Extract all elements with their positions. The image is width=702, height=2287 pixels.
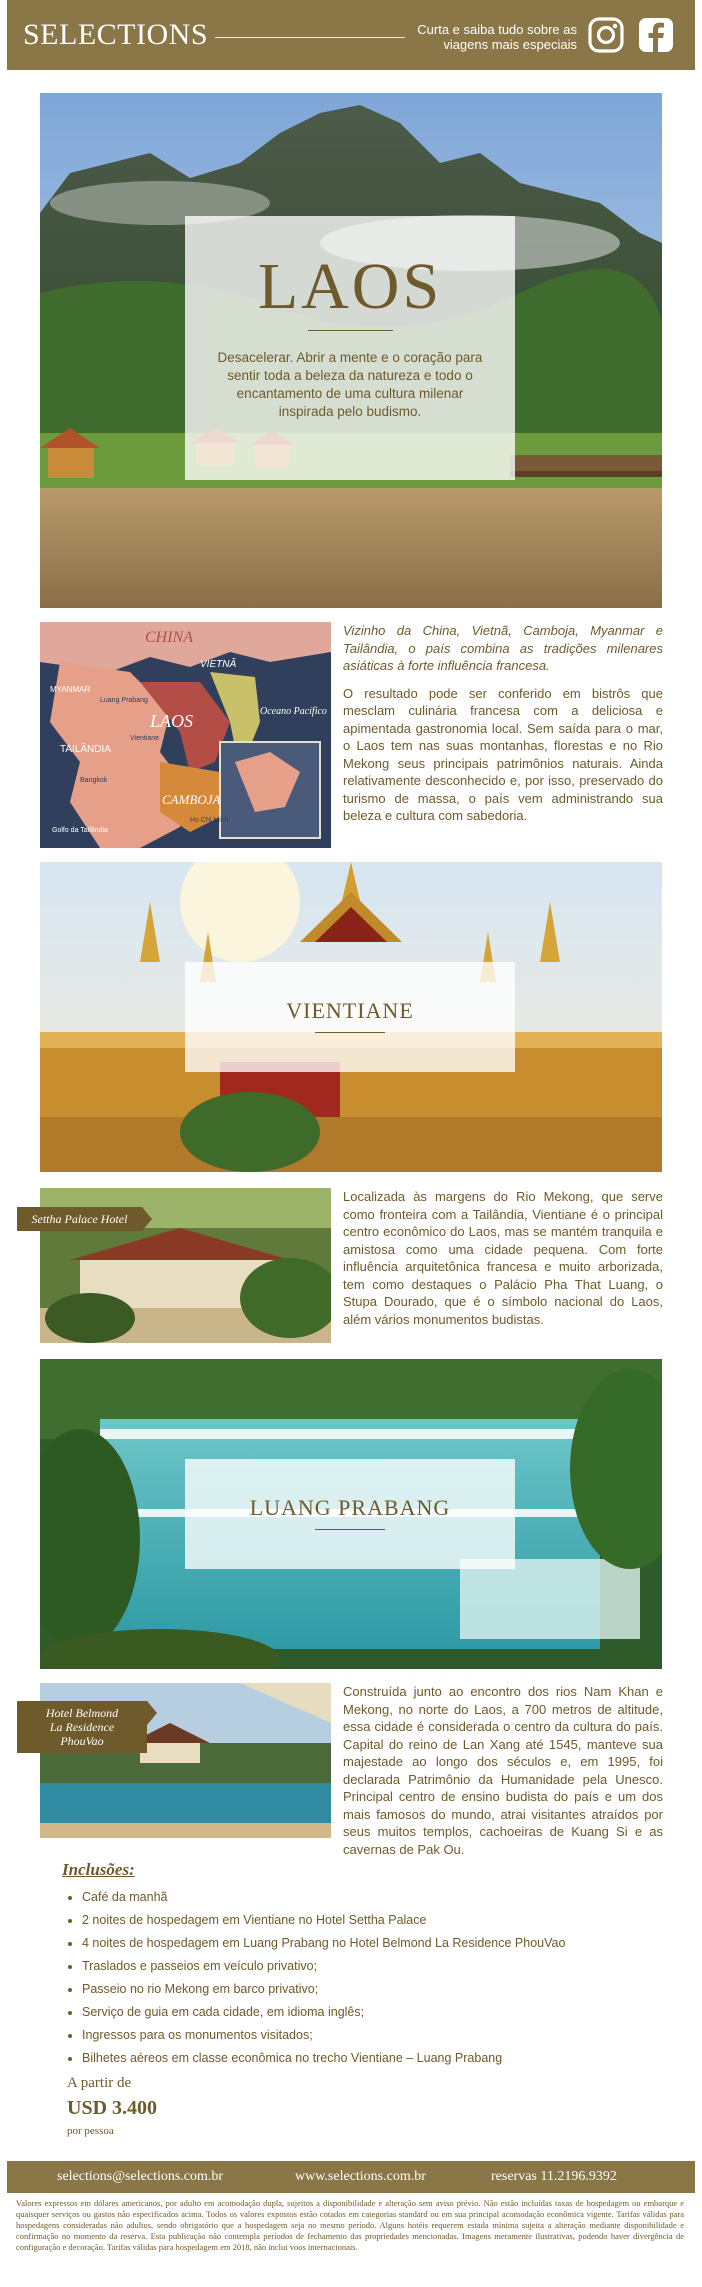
footer-phone[interactable]: reservas 11.2196.9392 bbox=[491, 2169, 617, 2184]
inclusions-list bbox=[60, 1886, 565, 2070]
inclusion-item: • Café da manhã bbox=[82, 1886, 565, 1909]
vientiane-photo bbox=[40, 862, 662, 1172]
map-label-vientiane: Vientiane bbox=[130, 735, 160, 742]
intro-body: O resultado pode ser conferido em bistrôs que mesclam culinária francesa com a deliciosa e apimentada gastronomia local. Sem saída para o mar, o Laos tem nas suas montanhas, florestas e no Rio Mekong seus principais patrimônios naturais. Ainda relativamente desconhecido e, por isso, preservado do turismo de massa, o país vem administrando sua beleza e cultura com sabedoria. bbox=[343, 685, 663, 823]
luang-title-rule bbox=[315, 1529, 385, 1530]
legal-disclaimer: Valores expressos em dólares americanos, por adulto em acomodação dupla, sujeitos a disponibilidade e alteração sem aviso prévio. Não estão incluídas taxas de hospedagem ou embarque e quaisquer serviços ou gastos não especificados acima. Todos os valores expostos estão cotados em categorias standard ou em sua principal acomodação econômica vigente. Tarifas válidas para hospedagens consideradas não adultos, sendo obrigatório que a hospedagem seja no mesmo período. Alguns hotéis requerem estada mínima sujeita a alteração mediante disponibilidade e confirmação no momento da reserva. Esta publicação não contempla períodos de fechamento das propriedades mencionadas. Imagens meramente ilustrativas, podendo haver divergência de configuração e decoração. Tarifas válidas para hospedagem em 2018, não inclui voos internacionais. bbox=[16, 2198, 684, 2252]
brand-logo[interactable]: SELECTIONS bbox=[23, 18, 208, 51]
intro-text bbox=[343, 622, 663, 835]
hero-lead: Desacelerar. Abrir a mente e o coração para sentir toda a beleza da natureza e todo o encantamento de uma cultura milenar inspirada pelo budismo. bbox=[217, 350, 483, 419]
price-label: A partir de bbox=[67, 2075, 132, 2091]
inclusion-item: • Bilhetes aéreos em classe econômica no trecho Vientiane – Luang Prabang bbox=[82, 2047, 565, 2070]
settha-palace-tag: Settha Palace Hotel bbox=[17, 1207, 142, 1231]
header-tagline: Curta e saiba tudo sobre as viagens mais especiais bbox=[417, 22, 577, 52]
belmond-tag-line2: La Residence PhouVao bbox=[49, 1720, 115, 1748]
map-label-laos: LAOS bbox=[150, 711, 194, 731]
vientiane-title: VIENTIANE bbox=[286, 998, 414, 1023]
map-label-bangkok: Bangkok bbox=[80, 777, 108, 784]
map-label-golfo: Golfo da Tailândia bbox=[52, 827, 108, 834]
hero-title-rule bbox=[308, 330, 393, 331]
luang-overlay-card bbox=[185, 1459, 515, 1569]
map-label-hanoi: Hanói bbox=[190, 677, 209, 684]
laos-map-illustration bbox=[40, 622, 331, 848]
map-label-oceano: Oceano Pacífico bbox=[260, 706, 327, 717]
luang-title: LUANG PRABANG bbox=[249, 1495, 451, 1520]
header-bar bbox=[7, 0, 695, 70]
inclusion-item: • Traslados e passeios em veículo privativo; bbox=[82, 1955, 565, 1978]
inclusion-item: • 4 noites de hospedagem em Luang Prabang no Hotel Belmond La Residence PhouVao bbox=[82, 1932, 565, 1955]
map-label-luang: Luang Prabang bbox=[100, 697, 148, 704]
price-note: por pessoa bbox=[67, 2125, 114, 2137]
map-label-tailandia: TAILÂNDIA bbox=[60, 744, 111, 755]
luang-text bbox=[343, 1683, 663, 1868]
vientiane-overlay-card bbox=[185, 962, 515, 1072]
luang-prabang-photo bbox=[40, 1359, 662, 1669]
vientiane-title-rule bbox=[315, 1032, 385, 1033]
inclusion-item: • 2 noites de hospedagem em Vientiane no Hotel Settha Palace bbox=[82, 1909, 565, 1932]
map-label-camboja: CAMBOJA bbox=[162, 792, 221, 807]
inclusion-item: • Ingressos para os monumentos visitados; bbox=[82, 2024, 565, 2047]
map-label-hochiminh: Ho Chi Minh bbox=[190, 817, 229, 824]
belmond-tag-line1: Hotel Belmond bbox=[45, 1706, 119, 1720]
header-divider bbox=[215, 37, 405, 38]
inclusion-item: • Passeio no rio Mekong em barco privativo; bbox=[82, 1978, 565, 2001]
price-value: USD 3.400 bbox=[67, 2097, 158, 2119]
map-label-china: CHINA bbox=[145, 629, 193, 646]
map-label-myanmar: MYANMAR bbox=[50, 685, 91, 694]
footer-email-link[interactable]: selections@selections.com.br bbox=[57, 2169, 224, 2184]
footer-site-link[interactable]: www.selections.com.br bbox=[295, 2169, 426, 2184]
instagram-icon[interactable] bbox=[587, 16, 625, 54]
intro-italic: Vizinho da China, Vietnã, Camboja, Myanmar e Tailândia, o país combina as tradições milenares asiáticas à forte influência francesa. bbox=[343, 623, 663, 673]
facebook-icon[interactable] bbox=[637, 16, 675, 54]
map-label-vietna: VIETNÃ bbox=[200, 659, 237, 670]
luang-body: Construída junto ao encontro dos rios Nam Khan e Mekong, no norte do Laos, a 700 metros de altitude, essa cidade é considerada o centro da cultura do país. Capital do reino de Lan Xang até 1545, manteve sua majestade ao longo dos séculos e, em 1995, foi declarada Patrimônio da Humanidade pela Unesco. Principal centro de ensino budista do país e um dos mais famosos do mundo, atrai visitantes atraídos por seus muitos templos, cachoeiras de Kuang Si e as cavernas de Pak Ou. bbox=[343, 1684, 663, 1857]
footer-bar bbox=[7, 2161, 695, 2193]
hero-title: LAOS bbox=[257, 250, 443, 323]
map-image bbox=[40, 622, 331, 848]
hero-overlay-card bbox=[185, 216, 515, 480]
belmond-hotel-tag bbox=[17, 1701, 147, 1753]
inclusion-item: • Serviço de guia em cada cidade, em idioma inglês; bbox=[82, 2001, 565, 2024]
vientiane-body: Localizada às margens do Rio Mekong, que serve como fronteira com a Tailândia, Vientiane é o principal centro econômico do Laos, mas se mantém tranquila e amistosa como uma cidade pequena. Com forte influência arquitetônica francesa e muito arborizada, tem como destaques o Palácio Pha That Luang, o Stupa Dourado, que é o símbolo nacional do Laos, além vários monumentos budistas. bbox=[343, 1189, 663, 1327]
vientiane-text bbox=[343, 1188, 663, 1338]
laos-hero-photo bbox=[40, 93, 662, 608]
inclusions-title: Inclusões: bbox=[62, 1860, 135, 1879]
